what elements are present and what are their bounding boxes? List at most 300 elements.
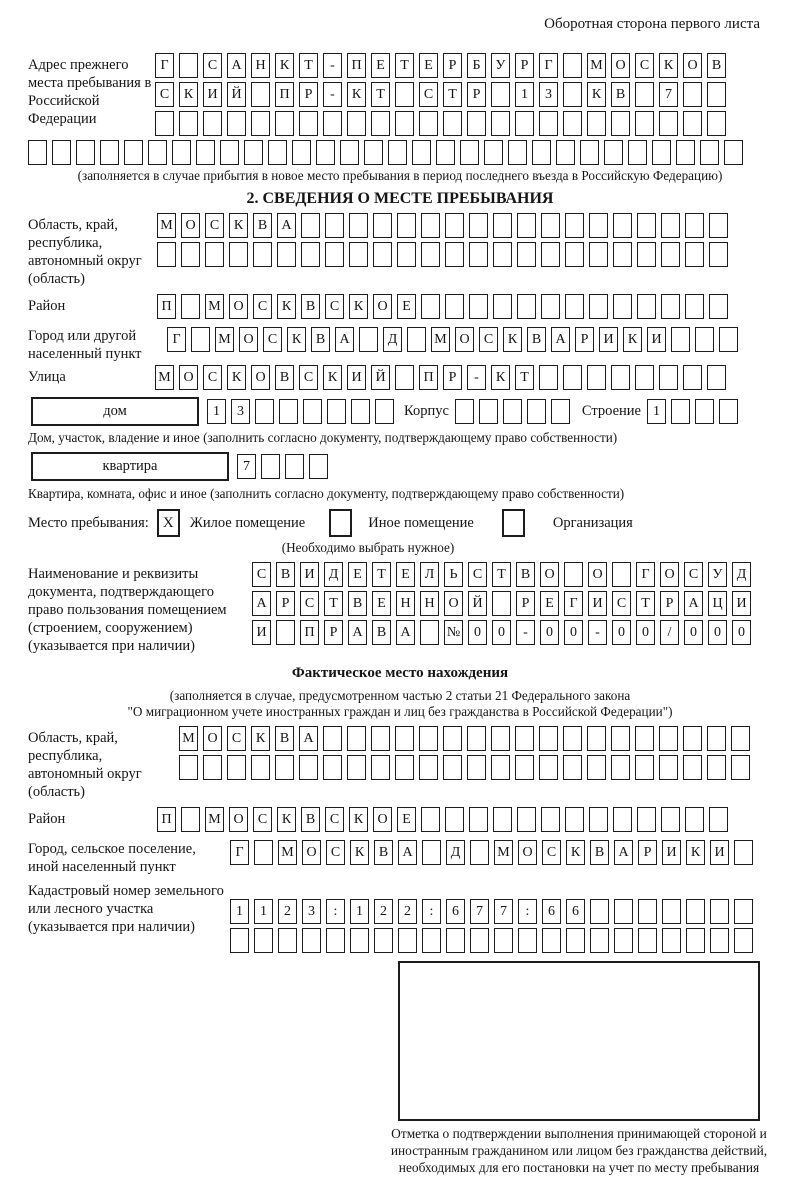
char-cell[interactable]: Р — [660, 591, 679, 616]
char-cell[interactable]: К — [491, 365, 510, 390]
char-cell[interactable] — [638, 928, 657, 953]
char-cell[interactable]: Е — [372, 591, 391, 616]
char-cell[interactable] — [589, 213, 608, 238]
char-cell[interactable]: Т — [492, 562, 511, 587]
char-cell[interactable]: Л — [420, 562, 439, 587]
char-cell[interactable]: - — [323, 82, 342, 107]
char-cell[interactable] — [350, 928, 369, 953]
char-cell[interactable] — [635, 111, 654, 136]
char-cell[interactable] — [564, 562, 583, 587]
char-cell[interactable] — [515, 111, 534, 136]
char-cell[interactable]: О — [444, 591, 463, 616]
char-cell[interactable]: Н — [396, 591, 415, 616]
char-cell[interactable] — [542, 928, 561, 953]
char-cell[interactable] — [518, 928, 537, 953]
char-cell[interactable] — [325, 213, 344, 238]
char-cell[interactable] — [279, 399, 298, 424]
char-cell[interactable]: Г — [167, 327, 186, 352]
char-cell[interactable]: Ь — [444, 562, 463, 587]
char-cell[interactable]: 3 — [539, 82, 558, 107]
char-cell[interactable]: С — [203, 365, 222, 390]
char-cell[interactable] — [539, 365, 558, 390]
char-cell[interactable] — [230, 928, 249, 953]
char-cell[interactable] — [275, 111, 294, 136]
char-cell[interactable]: С — [635, 53, 654, 78]
char-cell[interactable]: О — [540, 562, 559, 587]
char-cell[interactable] — [371, 111, 390, 136]
char-cell[interactable]: 0 — [636, 620, 655, 645]
char-cell[interactable] — [590, 899, 609, 924]
char-cell[interactable] — [28, 140, 47, 165]
char-cell[interactable] — [299, 755, 318, 780]
char-cell[interactable]: 0 — [492, 620, 511, 645]
char-cell[interactable]: О — [229, 294, 248, 319]
char-cell[interactable]: Т — [324, 591, 343, 616]
char-cell[interactable] — [398, 928, 417, 953]
char-cell[interactable] — [587, 365, 606, 390]
char-cell[interactable] — [563, 111, 582, 136]
char-cell[interactable]: К — [277, 294, 296, 319]
char-cell[interactable]: : — [326, 899, 345, 924]
char-cell[interactable]: О — [373, 807, 392, 832]
char-cell[interactable] — [421, 213, 440, 238]
char-cell[interactable]: : — [422, 899, 441, 924]
char-cell[interactable]: 2 — [374, 899, 393, 924]
char-cell[interactable] — [148, 140, 167, 165]
char-cell[interactable]: Р — [324, 620, 343, 645]
char-cell[interactable] — [436, 140, 455, 165]
char-cell[interactable] — [515, 726, 534, 751]
char-cell[interactable] — [587, 755, 606, 780]
char-cell[interactable] — [493, 294, 512, 319]
char-cell[interactable]: Д — [446, 840, 465, 865]
char-cell[interactable] — [327, 399, 346, 424]
char-cell[interactable] — [422, 928, 441, 953]
char-cell[interactable] — [100, 140, 119, 165]
char-cell[interactable] — [407, 327, 426, 352]
char-cell[interactable] — [179, 111, 198, 136]
char-cell[interactable]: У — [491, 53, 510, 78]
char-cell[interactable]: С — [542, 840, 561, 865]
char-cell[interactable] — [373, 213, 392, 238]
char-cell[interactable] — [707, 726, 726, 751]
char-cell[interactable]: О — [251, 365, 270, 390]
char-cell[interactable] — [707, 111, 726, 136]
char-cell[interactable] — [731, 726, 750, 751]
char-cell[interactable] — [301, 213, 320, 238]
char-cell[interactable] — [374, 928, 393, 953]
char-cell[interactable] — [686, 928, 705, 953]
char-cell[interactable] — [589, 242, 608, 267]
char-cell[interactable] — [556, 140, 575, 165]
char-cell[interactable]: 1 — [230, 899, 249, 924]
char-cell[interactable] — [375, 399, 394, 424]
char-cell[interactable] — [323, 726, 342, 751]
char-cell[interactable]: А — [396, 620, 415, 645]
char-cell[interactable] — [734, 928, 753, 953]
char-cell[interactable] — [203, 111, 222, 136]
char-cell[interactable]: С — [326, 840, 345, 865]
char-cell[interactable] — [532, 140, 551, 165]
char-cell[interactable]: 0 — [564, 620, 583, 645]
char-cell[interactable] — [563, 726, 582, 751]
char-cell[interactable]: Е — [371, 53, 390, 78]
char-cell[interactable] — [491, 111, 510, 136]
char-cell[interactable] — [527, 399, 546, 424]
char-cell[interactable] — [420, 620, 439, 645]
char-cell[interactable]: 0 — [708, 620, 727, 645]
char-cell[interactable] — [397, 242, 416, 267]
char-cell[interactable]: Р — [467, 82, 486, 107]
char-cell[interactable] — [491, 82, 510, 107]
char-cell[interactable]: И — [347, 365, 366, 390]
char-cell[interactable] — [251, 82, 270, 107]
char-cell[interactable]: 1 — [647, 399, 666, 424]
char-cell[interactable] — [587, 726, 606, 751]
char-cell[interactable]: В — [276, 562, 295, 587]
char-cell[interactable] — [303, 399, 322, 424]
char-cell[interactable]: В — [275, 365, 294, 390]
char-cell[interactable]: У — [708, 562, 727, 587]
char-cell[interactable]: Р — [276, 591, 295, 616]
char-cell[interactable] — [611, 365, 630, 390]
char-cell[interactable]: 7 — [494, 899, 513, 924]
char-cell[interactable] — [395, 726, 414, 751]
char-cell[interactable]: К — [349, 807, 368, 832]
char-cell[interactable]: Г — [155, 53, 174, 78]
char-cell[interactable] — [181, 242, 200, 267]
char-cell[interactable] — [637, 294, 656, 319]
char-cell[interactable] — [637, 213, 656, 238]
char-cell[interactable]: Т — [636, 591, 655, 616]
char-cell[interactable]: В — [374, 840, 393, 865]
char-cell[interactable] — [325, 242, 344, 267]
char-cell[interactable] — [445, 213, 464, 238]
char-cell[interactable]: Г — [539, 53, 558, 78]
char-cell[interactable]: 0 — [684, 620, 703, 645]
char-cell[interactable]: К — [287, 327, 306, 352]
char-cell[interactable] — [613, 294, 632, 319]
char-cell[interactable] — [301, 242, 320, 267]
char-cell[interactable] — [685, 242, 704, 267]
char-cell[interactable] — [611, 111, 630, 136]
char-cell[interactable] — [676, 140, 695, 165]
char-cell[interactable]: О — [179, 365, 198, 390]
char-cell[interactable] — [563, 82, 582, 107]
char-cell[interactable]: О — [588, 562, 607, 587]
char-cell[interactable]: М — [205, 807, 224, 832]
char-cell[interactable]: В — [590, 840, 609, 865]
char-cell[interactable] — [347, 755, 366, 780]
char-cell[interactable]: Т — [443, 82, 462, 107]
char-cell[interactable]: А — [684, 591, 703, 616]
char-cell[interactable]: Е — [396, 562, 415, 587]
char-cell[interactable] — [395, 111, 414, 136]
char-cell[interactable]: К — [275, 53, 294, 78]
char-cell[interactable]: С — [203, 53, 222, 78]
char-cell[interactable]: О — [203, 726, 222, 751]
char-cell[interactable] — [493, 807, 512, 832]
char-cell[interactable] — [261, 454, 280, 479]
char-cell[interactable] — [196, 140, 215, 165]
char-cell[interactable]: К — [350, 840, 369, 865]
char-cell[interactable] — [587, 111, 606, 136]
char-cell[interactable]: К — [229, 213, 248, 238]
char-cell[interactable] — [734, 899, 753, 924]
char-cell[interactable] — [613, 242, 632, 267]
char-cell[interactable] — [254, 840, 273, 865]
char-cell[interactable] — [220, 140, 239, 165]
char-cell[interactable]: - — [516, 620, 535, 645]
char-cell[interactable] — [421, 807, 440, 832]
char-cell[interactable] — [659, 111, 678, 136]
char-cell[interactable] — [302, 928, 321, 953]
char-cell[interactable]: С — [684, 562, 703, 587]
char-cell[interactable] — [323, 755, 342, 780]
char-cell[interactable] — [277, 242, 296, 267]
char-cell[interactable] — [589, 294, 608, 319]
char-cell[interactable] — [340, 140, 359, 165]
char-cell[interactable]: А — [277, 213, 296, 238]
char-cell[interactable] — [467, 755, 486, 780]
char-cell[interactable] — [124, 140, 143, 165]
char-cell[interactable]: 0 — [540, 620, 559, 645]
char-cell[interactable] — [719, 327, 738, 352]
char-cell[interactable] — [492, 591, 511, 616]
char-cell[interactable] — [157, 242, 176, 267]
char-cell[interactable] — [662, 928, 681, 953]
char-cell[interactable]: - — [323, 53, 342, 78]
char-cell[interactable] — [614, 928, 633, 953]
char-cell[interactable]: С — [263, 327, 282, 352]
char-cell[interactable] — [565, 242, 584, 267]
char-cell[interactable] — [541, 242, 560, 267]
char-cell[interactable]: М — [205, 294, 224, 319]
char-cell[interactable] — [563, 365, 582, 390]
char-cell[interactable] — [563, 755, 582, 780]
char-cell[interactable]: Е — [348, 562, 367, 587]
char-cell[interactable]: М — [431, 327, 450, 352]
char-cell[interactable] — [635, 755, 654, 780]
char-cell[interactable]: К — [349, 294, 368, 319]
char-cell[interactable] — [419, 111, 438, 136]
char-cell[interactable]: Ц — [708, 591, 727, 616]
char-cell[interactable] — [469, 213, 488, 238]
char-cell[interactable] — [469, 807, 488, 832]
char-cell[interactable]: И — [662, 840, 681, 865]
char-cell[interactable]: А — [335, 327, 354, 352]
char-cell[interactable]: П — [275, 82, 294, 107]
char-cell[interactable]: 1 — [254, 899, 273, 924]
char-cell[interactable] — [539, 111, 558, 136]
char-cell[interactable] — [734, 840, 753, 865]
char-cell[interactable] — [613, 213, 632, 238]
char-cell[interactable] — [351, 399, 370, 424]
char-cell[interactable]: С — [205, 213, 224, 238]
char-cell[interactable] — [191, 327, 210, 352]
char-cell[interactable]: 7 — [659, 82, 678, 107]
checkbox-organization[interactable] — [502, 509, 525, 537]
char-cell[interactable] — [707, 365, 726, 390]
char-cell[interactable] — [659, 726, 678, 751]
char-cell[interactable]: П — [157, 807, 176, 832]
char-cell[interactable] — [412, 140, 431, 165]
char-cell[interactable]: Р — [638, 840, 657, 865]
char-cell[interactable]: К — [227, 365, 246, 390]
char-cell[interactable] — [590, 928, 609, 953]
char-cell[interactable]: С — [479, 327, 498, 352]
char-cell[interactable] — [685, 213, 704, 238]
char-cell[interactable]: О — [302, 840, 321, 865]
char-cell[interactable] — [709, 807, 728, 832]
char-cell[interactable] — [710, 899, 729, 924]
char-cell[interactable] — [445, 242, 464, 267]
char-cell[interactable] — [276, 620, 295, 645]
char-cell[interactable] — [611, 755, 630, 780]
char-cell[interactable] — [349, 242, 368, 267]
char-cell[interactable]: И — [599, 327, 618, 352]
char-cell[interactable]: О — [181, 213, 200, 238]
char-cell[interactable]: Е — [397, 294, 416, 319]
char-cell[interactable]: Б — [467, 53, 486, 78]
char-cell[interactable]: К — [347, 82, 366, 107]
char-cell[interactable] — [541, 294, 560, 319]
char-cell[interactable] — [541, 213, 560, 238]
char-cell[interactable] — [244, 140, 263, 165]
char-cell[interactable]: К — [587, 82, 606, 107]
char-cell[interactable] — [637, 807, 656, 832]
char-cell[interactable] — [659, 365, 678, 390]
char-cell[interactable]: С — [612, 591, 631, 616]
char-cell[interactable] — [517, 807, 536, 832]
char-cell[interactable]: К — [323, 365, 342, 390]
char-cell[interactable]: И — [647, 327, 666, 352]
char-cell[interactable] — [275, 755, 294, 780]
char-cell[interactable]: С — [253, 807, 272, 832]
char-cell[interactable]: С — [468, 562, 487, 587]
char-cell[interactable] — [268, 140, 287, 165]
char-cell[interactable]: № — [444, 620, 463, 645]
char-cell[interactable]: Р — [515, 53, 534, 78]
char-cell[interactable]: Т — [371, 82, 390, 107]
char-cell[interactable] — [662, 899, 681, 924]
char-cell[interactable]: О — [229, 807, 248, 832]
char-cell[interactable] — [316, 140, 335, 165]
char-cell[interactable]: П — [157, 294, 176, 319]
char-cell[interactable] — [707, 755, 726, 780]
char-cell[interactable] — [172, 140, 191, 165]
char-cell[interactable] — [470, 928, 489, 953]
char-cell[interactable] — [227, 111, 246, 136]
char-cell[interactable]: С — [227, 726, 246, 751]
checkbox-other-premises[interactable] — [329, 509, 352, 537]
char-cell[interactable]: В — [527, 327, 546, 352]
char-cell[interactable] — [467, 111, 486, 136]
char-cell[interactable] — [203, 755, 222, 780]
char-cell[interactable] — [422, 840, 441, 865]
char-cell[interactable]: Н — [251, 53, 270, 78]
char-cell[interactable] — [493, 242, 512, 267]
char-cell[interactable]: С — [300, 591, 319, 616]
char-cell[interactable]: В — [611, 82, 630, 107]
char-cell[interactable] — [566, 928, 585, 953]
char-cell[interactable] — [446, 928, 465, 953]
char-cell[interactable] — [421, 294, 440, 319]
char-cell[interactable] — [565, 294, 584, 319]
char-cell[interactable]: О — [683, 53, 702, 78]
char-cell[interactable]: Д — [383, 327, 402, 352]
char-cell[interactable]: А — [299, 726, 318, 751]
char-cell[interactable] — [685, 294, 704, 319]
char-cell[interactable]: В — [275, 726, 294, 751]
char-cell[interactable]: 7 — [470, 899, 489, 924]
char-cell[interactable] — [181, 807, 200, 832]
char-cell[interactable]: Т — [395, 53, 414, 78]
char-cell[interactable]: 3 — [231, 399, 250, 424]
char-cell[interactable] — [659, 755, 678, 780]
char-cell[interactable] — [580, 140, 599, 165]
char-cell[interactable]: С — [252, 562, 271, 587]
char-cell[interactable] — [419, 755, 438, 780]
char-cell[interactable] — [565, 213, 584, 238]
char-cell[interactable]: 2 — [278, 899, 297, 924]
char-cell[interactable] — [685, 807, 704, 832]
char-cell[interactable] — [604, 140, 623, 165]
char-cell[interactable]: П — [300, 620, 319, 645]
char-cell[interactable] — [638, 899, 657, 924]
char-cell[interactable] — [683, 111, 702, 136]
char-cell[interactable] — [565, 807, 584, 832]
char-cell[interactable] — [395, 82, 414, 107]
char-cell[interactable] — [635, 365, 654, 390]
char-cell[interactable] — [371, 726, 390, 751]
char-cell[interactable]: 3 — [302, 899, 321, 924]
char-cell[interactable] — [155, 111, 174, 136]
char-cell[interactable]: К — [277, 807, 296, 832]
char-cell[interactable]: М — [587, 53, 606, 78]
char-cell[interactable]: В — [301, 807, 320, 832]
char-cell[interactable] — [686, 899, 705, 924]
char-cell[interactable] — [359, 327, 378, 352]
char-cell[interactable]: О — [660, 562, 679, 587]
char-cell[interactable]: А — [614, 840, 633, 865]
char-cell[interactable] — [661, 294, 680, 319]
char-cell[interactable]: М — [278, 840, 297, 865]
char-cell[interactable] — [364, 140, 383, 165]
char-cell[interactable] — [469, 294, 488, 319]
char-cell[interactable]: Й — [371, 365, 390, 390]
char-cell[interactable] — [671, 327, 690, 352]
char-cell[interactable]: 0 — [468, 620, 487, 645]
char-cell[interactable] — [76, 140, 95, 165]
char-cell[interactable] — [181, 294, 200, 319]
char-cell[interactable]: А — [252, 591, 271, 616]
char-cell[interactable] — [612, 562, 631, 587]
char-cell[interactable]: И — [252, 620, 271, 645]
char-cell[interactable]: О — [455, 327, 474, 352]
char-cell[interactable] — [395, 755, 414, 780]
char-cell[interactable] — [671, 399, 690, 424]
char-cell[interactable] — [494, 928, 513, 953]
char-cell[interactable] — [707, 82, 726, 107]
char-cell[interactable]: Н — [420, 591, 439, 616]
char-cell[interactable]: А — [348, 620, 367, 645]
char-cell[interactable]: О — [373, 294, 392, 319]
char-cell[interactable]: В — [372, 620, 391, 645]
char-cell[interactable]: И — [300, 562, 319, 587]
char-cell[interactable] — [491, 726, 510, 751]
char-cell[interactable] — [373, 242, 392, 267]
